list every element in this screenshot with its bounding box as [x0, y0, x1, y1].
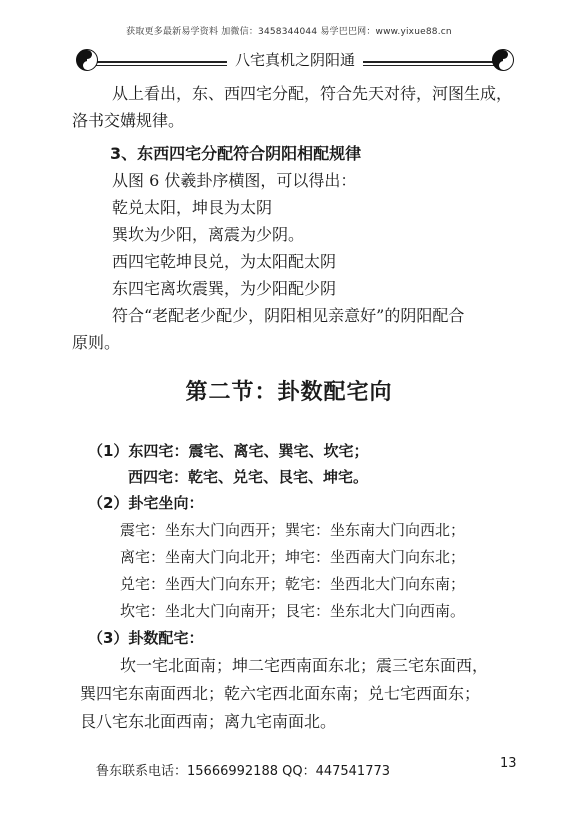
intro-paragraph	[72, 80, 520, 134]
subsection-line: 西四宅乾坤艮兑，为太阳配太阴	[112, 252, 337, 271]
item-line: （1）东四宅：震宅、离宅、巽宅、坎宅；	[88, 442, 369, 460]
yin-yang-icon	[492, 49, 514, 71]
yin-yang-icon	[76, 49, 98, 71]
subsection-line: 从图 6 伏羲卦序横图，可以得出：	[112, 171, 357, 190]
subsection-line: 巽坎为少阳，离震为少阴。	[112, 225, 305, 244]
item-line: 兑宅：坐西大门向东开；乾宅：坐西北大门向东南；	[120, 575, 466, 593]
intro-line: 洛书交媾规律。	[72, 111, 185, 130]
item-line: 震宅：坐东大门向西开；巽宅：坐东南大门向西北；	[120, 521, 466, 539]
item-line: 艮八宅东北面西南；离九宅南面北。	[80, 712, 337, 731]
subsection-line: 原则。	[72, 333, 121, 352]
intro-line: 从上看出，东、西四宅分配，符合先天对待，河图生成，	[112, 84, 513, 103]
item-line: 坎宅：坐北大门向南开；艮宅：坐东北大门向西南。	[120, 602, 466, 620]
running-header	[76, 46, 514, 72]
top-banner: 获取更多最新易学资料 加微信：3458344044 易学巴巴网：www.yixue88.cn	[126, 27, 452, 37]
item-line: 坎一宅北面南；坤二宅西南面东北；震三宅东面西，	[120, 656, 489, 675]
footer-contact: 鲁东联系电话：15666992188 QQ：447541773	[96, 764, 391, 779]
item-line: 离宅：坐南大门向北开；坤宅：坐西南大门向东北；	[120, 548, 466, 566]
item-1	[88, 438, 528, 490]
subsection-line: 东四宅离坎震巽，为少阳配少阴	[112, 279, 337, 298]
section-title: 第二节：卦数配宅向	[185, 380, 393, 405]
item-line: 巽四宅东南面西北；乾六宅西北面东南；兑七宅西面东；	[80, 684, 481, 703]
header-title: 八宅真机之阴阳通	[227, 49, 363, 70]
item-heading: （2）卦宅坐向：	[88, 494, 204, 512]
subsection-line: 乾兑太阳，坤艮为太阴	[112, 198, 273, 217]
subsection-heading: 3、东西四宅分配符合阴阳相配规律	[110, 144, 362, 163]
item-heading: （3）卦数配宅：	[88, 629, 204, 647]
item-line: 西四宅：乾宅、兑宅、艮宅、坤宅。	[128, 468, 369, 486]
page-number: 13	[500, 756, 517, 771]
item-2	[88, 490, 528, 625]
subsection-3	[72, 140, 520, 356]
subsection-line: 符合“老配老少配少，阴阳相见亲意好”的阴阳配合	[112, 306, 465, 325]
item-3	[80, 624, 528, 736]
